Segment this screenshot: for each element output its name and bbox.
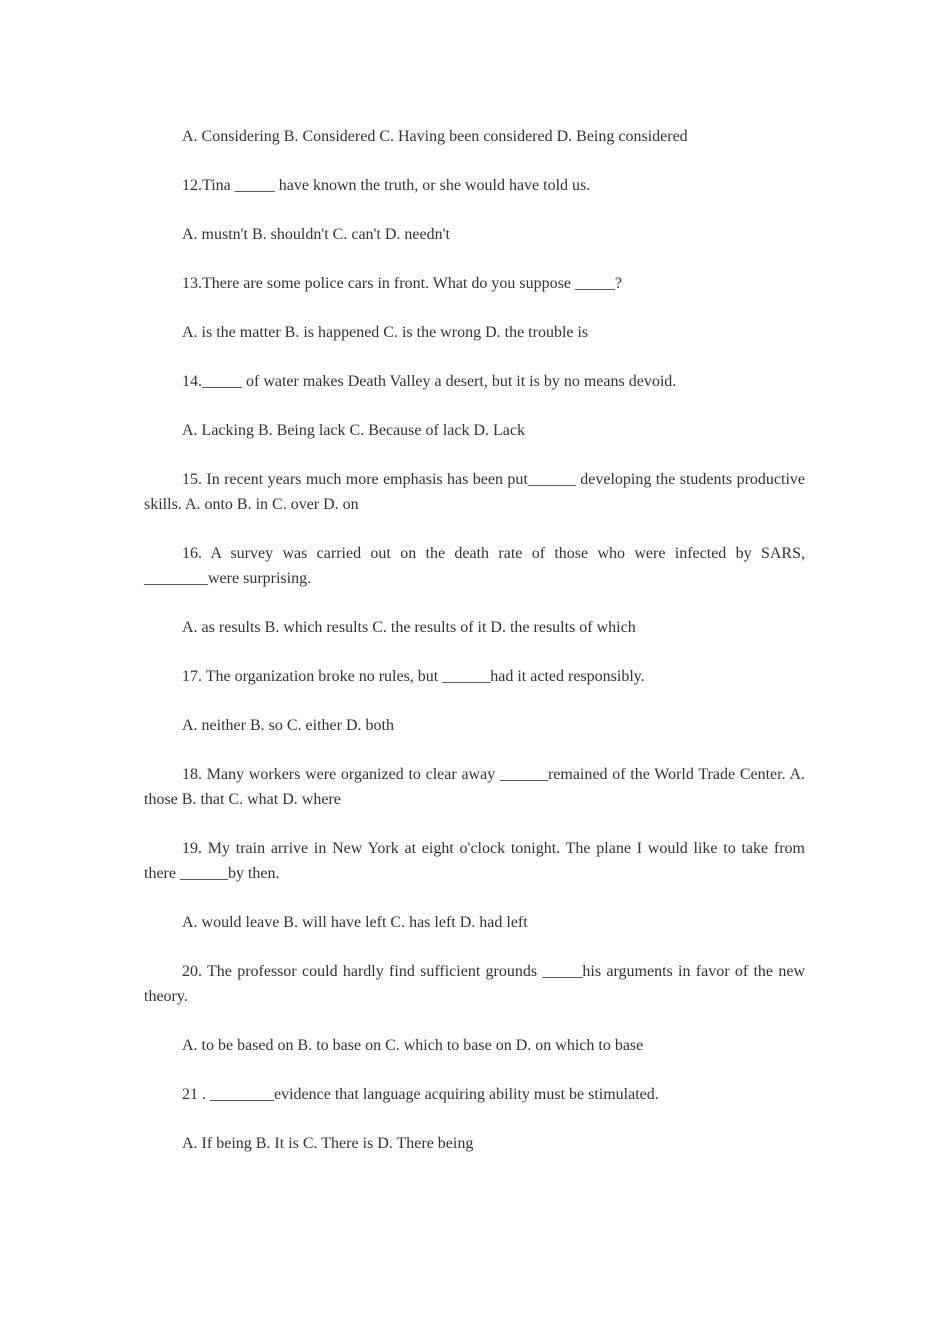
answer-options-20: A. to be based on B. to base on C. which to base on D. on which to base — [182, 1037, 644, 1054]
question-12: 12.Tina _____ have known the truth, or she would have told us. — [182, 177, 591, 194]
question-15: 15. In recent years much more emphasis has been put______ developing the students productive skills. A. onto B. in C. over D. on — [144, 471, 805, 513]
answer-options-12: A. mustn't B. shouldn't C. can't D. needn't — [182, 226, 450, 243]
question-14: 14._____ of water makes Death Valley a desert, but it is by no means devoid. — [182, 373, 677, 390]
answer-options-13: A. is the matter B. is happened C. is the wrong D. the trouble is — [182, 324, 589, 341]
answer-options-14: A. Lacking B. Being lack C. Because of lack D. Lack — [182, 422, 525, 439]
answer-options-19: A. would leave B. will have left C. has left D. had left — [182, 914, 528, 931]
question-21: 21 . ________evidence that language acquiring ability must be stimulated. — [182, 1086, 659, 1103]
answer-options-17: A. neither B. so C. either D. both — [182, 717, 394, 734]
question-20: 20. The professor could hardly find sufficient grounds _____his arguments in favor of the new theory. — [144, 963, 805, 1005]
question-19: 19. My train arrive in New York at eight o'clock tonight. The plane I would like to take from there ______by then. — [144, 840, 805, 882]
question-13: 13.There are some police cars in front. What do you suppose _____? — [182, 275, 623, 292]
answer-options-21: A. If being B. It is C. There is D. There being — [182, 1135, 474, 1152]
question-16: 16. A survey was carried out on the death rate of those who were infected by SARS, ________were surprising. — [144, 545, 805, 587]
question-18: 18. Many workers were organized to clear away ______remained of the World Trade Center. A. those B. that C. what D. where — [144, 766, 805, 808]
answer-options-16: A. as results B. which results C. the results of it D. the results of which — [182, 619, 636, 636]
question-17: 17. The organization broke no rules, but ______had it acted responsibly. — [182, 668, 645, 685]
document-page — [144, 124, 805, 1180]
answer-options-11: A. Considering B. Considered C. Having been considered D. Being considered — [182, 128, 688, 145]
